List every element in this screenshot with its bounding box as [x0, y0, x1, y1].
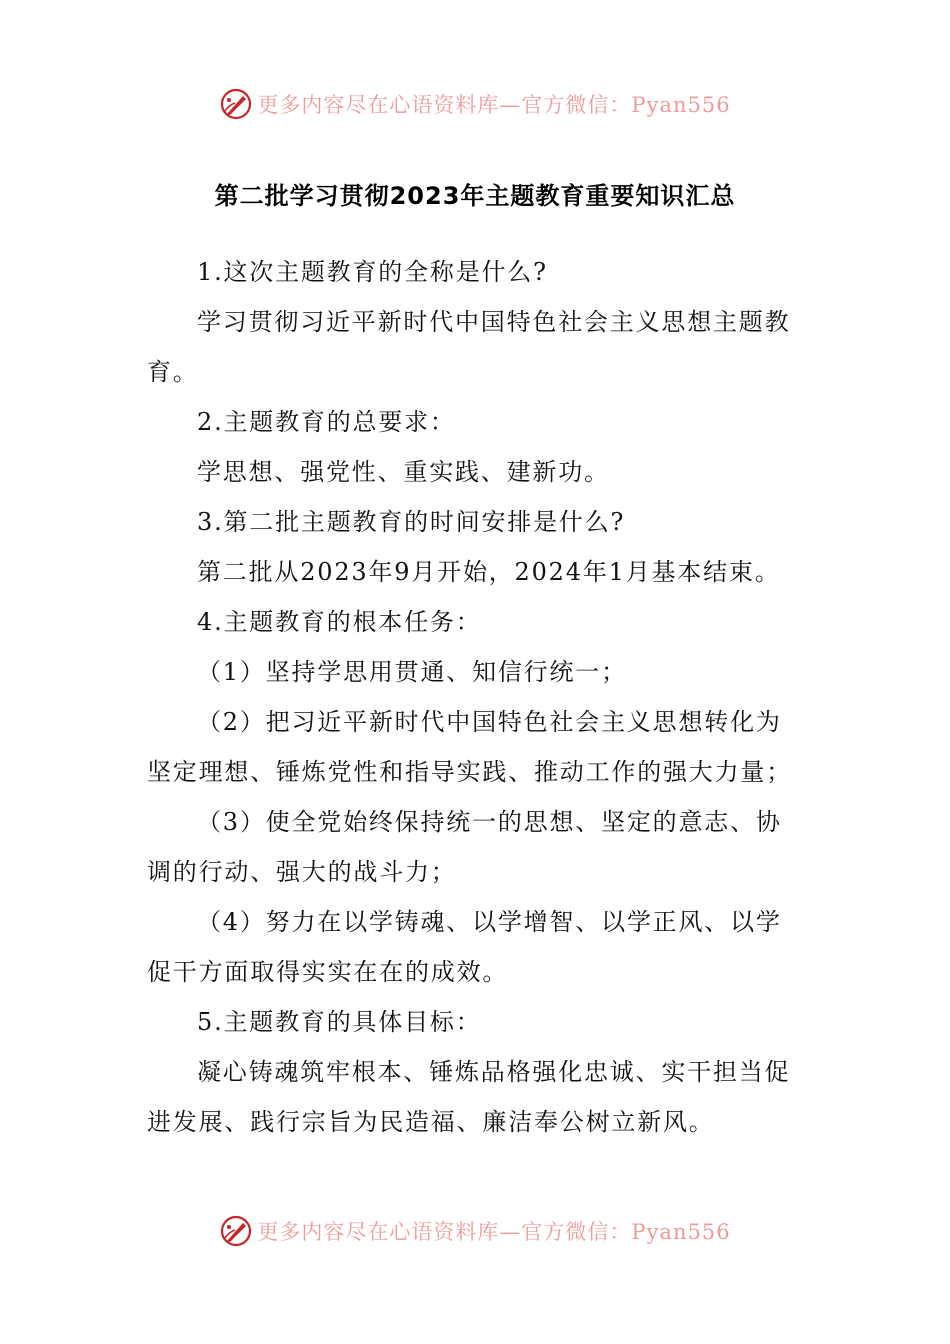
question-4: 4.主题教育的根本任务：: [197, 608, 482, 636]
task-item-2: （2）把习近平新时代中国特色社会主义思想转化为坚定理想、锤炼党性和指导实践、推动工作的强大力量；: [147, 708, 792, 786]
task-item-1: （1）坚持学思用贯通、知信行统一；: [197, 658, 627, 686]
question-1: 1.这次主题教育的全称是什么?: [197, 258, 548, 286]
header-watermark-text: 更多内容尽在心语资料库—官方微信：Pyan556: [257, 93, 731, 117]
quill-pen-logo-icon: [219, 1214, 253, 1248]
document-title: 第二批学习贯彻2023年主题教育重要知识汇总: [214, 182, 736, 210]
document-body: [147, 247, 797, 1147]
quill-pen-logo-icon: [219, 87, 253, 121]
question-3: 3.第二批主题教育的时间安排是什么?: [197, 508, 626, 536]
answer-2: 学思想、强党性、重实践、建新功。: [197, 458, 610, 486]
question-5: 5.主题教育的具体目标：: [197, 1008, 482, 1036]
answer-3: 第二批从2023年9月开始，2024年1月基本结束。: [197, 558, 781, 586]
task-item-3: （3）使全党始终保持统一的思想、坚定的意志、协调的行动、强大的战斗力；: [147, 808, 782, 886]
footer-watermark-banner: [0, 1211, 950, 1251]
question-2: 2.主题教育的总要求：: [197, 408, 456, 436]
footer-watermark-text: 更多内容尽在心语资料库—官方微信：Pyan556: [257, 1220, 731, 1244]
answer-1: 学习贯彻习近平新时代中国特色社会主义思想主题教育。: [147, 308, 791, 386]
header-watermark-banner: [0, 84, 950, 124]
answer-5: 凝心铸魂筑牢根本、锤炼品格强化忠诚、实干担当促进发展、践行宗旨为民造福、廉洁奉公树立新风。: [147, 1058, 791, 1136]
task-item-4: （4）努力在以学铸魂、以学增智、以学正风、以学促干方面取得实实在在的成效。: [147, 908, 782, 986]
